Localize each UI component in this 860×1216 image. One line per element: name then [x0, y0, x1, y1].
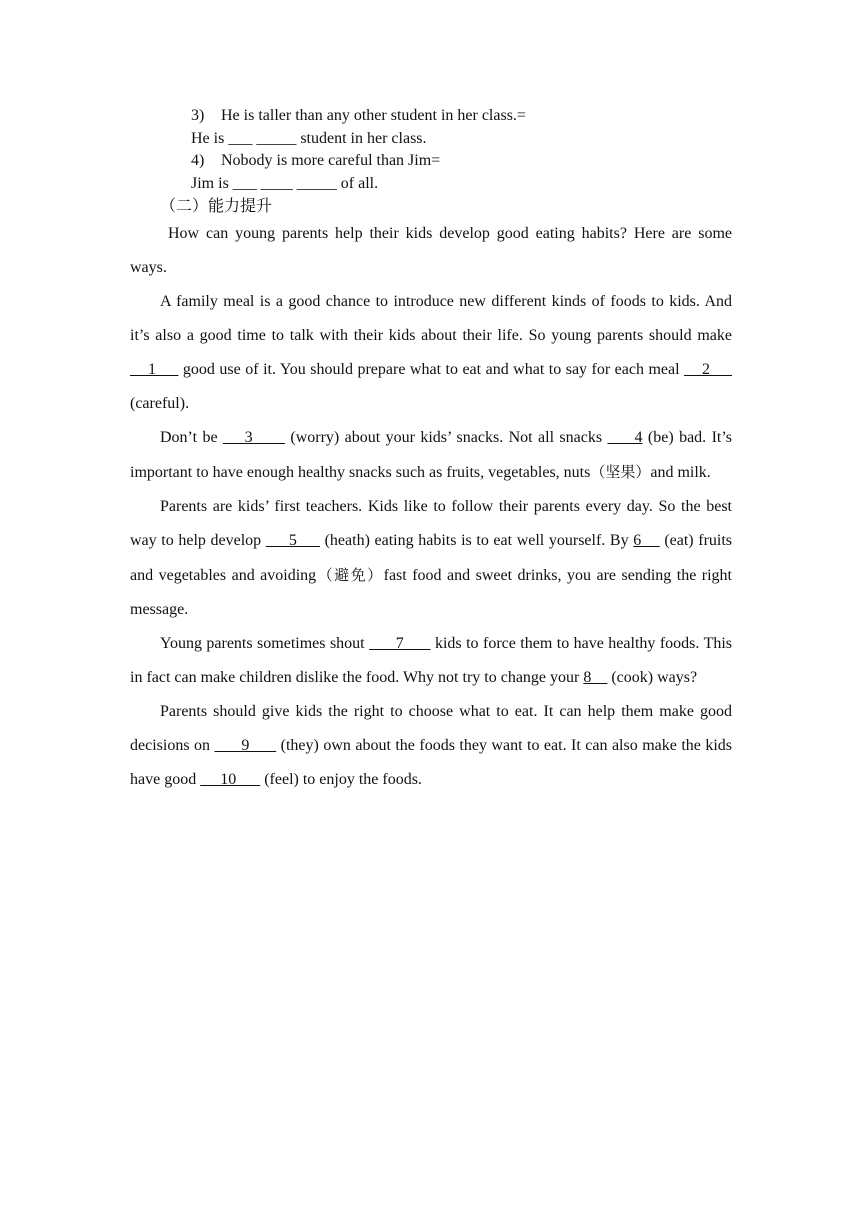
paragraph-3 — [130, 421, 732, 490]
paragraph-6-text-a: Parents should give kids the right to choose what to eat. It can help them make good decisions on — [130, 703, 732, 754]
blank-6: 6 — [633, 532, 660, 549]
paragraph-4 — [130, 490, 732, 627]
exercise-4-rewrite: Jim is ___ ____ _____ of all. — [191, 175, 379, 192]
paragraph-6-text-c: (feel) to enjoy the foods. — [260, 771, 422, 788]
paragraph-5-text-c: (cook) ways? — [607, 669, 698, 686]
paragraph-5-text-a: Young parents sometimes shout — [160, 635, 370, 652]
blank-1: 1 — [130, 361, 179, 378]
paragraph-2-text-c: (careful). — [130, 395, 190, 412]
exercise-4-number: 4) — [191, 152, 205, 169]
paragraph-3-text-a: Don’t be — [160, 429, 223, 446]
paragraph-2 — [130, 285, 732, 421]
blank-9: 9 — [214, 737, 277, 754]
paragraph-3-text-d: and milk. — [650, 464, 711, 481]
blank-7: 7 — [369, 635, 431, 652]
blank-10: 10 — [200, 771, 261, 788]
exercise-3-rewrite: He is ___ _____ student in her class. — [191, 130, 427, 147]
paragraph-3-text-c: (be) bad. It’s important to have enough healthy snacks such as fruits, vegetables, nuts — [130, 429, 733, 481]
paragraph-5 — [130, 627, 732, 695]
exercise-4-text: Nobody is more careful than Jim= — [221, 152, 441, 169]
paragraph-6 — [130, 695, 732, 797]
paragraph-6-text-b: (they) own about the foods they want to eat. It can also make the kids have good — [130, 737, 733, 788]
exercise-3-sentence — [191, 105, 526, 127]
paragraph-2-text-a: A family meal is a good chance to introduce new different kinds of foods to kids. And it’s also a good time to talk with their kids about their life. So young parents should make — [130, 293, 732, 344]
blank-5: 5 — [265, 532, 320, 549]
paragraph-1: How can young parents help their kids develop good eating habits? Here are some ways. — [130, 225, 732, 276]
exercise-4-sentence — [191, 150, 440, 172]
reading-passage — [130, 217, 732, 797]
paragraph-4-text-b: (heath) eating habits is to eat well yourself. By — [319, 532, 634, 549]
blank-4: 4 — [607, 429, 643, 446]
paragraph-4-chinese-gloss: （避免） — [316, 566, 384, 584]
paragraph-3-text-b: (worry) about your kids’ snacks. Not all snacks — [284, 429, 608, 446]
paragraph-2-text-b: good use of it. You should prepare what to eat and what to say for each meal — [178, 361, 685, 378]
exercise-3-number: 3) — [191, 107, 205, 124]
exercise-3-text: He is taller than any other student in her class.= — [221, 107, 526, 124]
blank-3: 3 — [222, 429, 285, 446]
paragraph-5-text-b: kids to force them to have healthy foods. This in fact can make children dislike the food. Why not try to change your — [130, 635, 733, 686]
paragraph-4-text-d: fast food and sweet drinks, you are sending the right message. — [130, 567, 732, 618]
section-title: （二）能力提升 — [160, 196, 273, 215]
paragraph-4-text-a: Parents are kids’ first teachers. Kids like to follow their parents every day. So the best way to help develop — [130, 498, 732, 549]
paragraph-4-text-c: (eat) fruits and vegetables and avoiding — [130, 532, 733, 584]
paragraph-3-chinese-gloss: （坚果） — [590, 463, 651, 481]
blank-2: 2 — [684, 361, 733, 378]
blank-8: 8 — [583, 669, 608, 686]
